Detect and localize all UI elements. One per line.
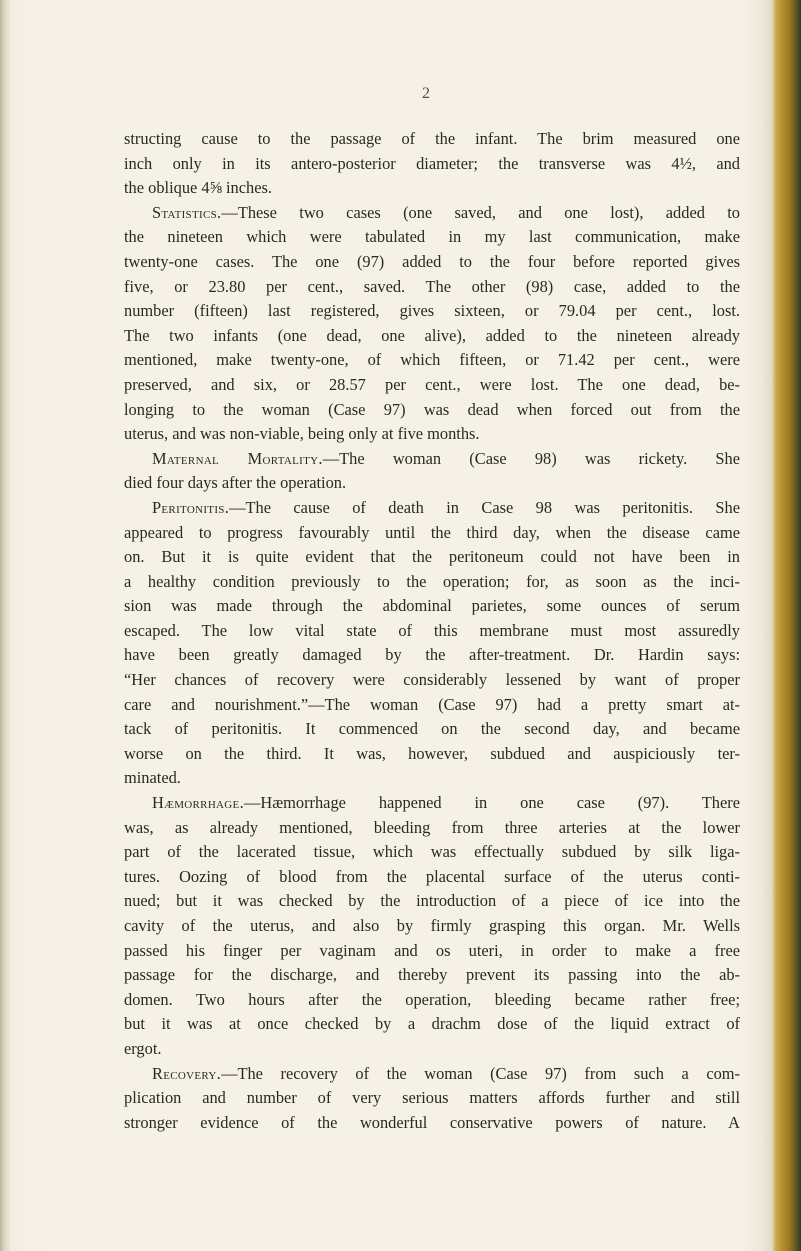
section-heading-line bbox=[124, 201, 740, 226]
line-text: twenty-one cases. The one (97) added to the four before reported gives bbox=[124, 251, 740, 271]
section-heading-line bbox=[124, 1062, 740, 1087]
book-binding-edge bbox=[771, 0, 801, 1251]
line-text: worse on the third. It was, however, subdued and auspiciously ter- bbox=[124, 743, 740, 763]
line-text: tures. Oozing of blood from the placental surface of the uterus conti- bbox=[124, 866, 740, 886]
text-line bbox=[124, 127, 740, 152]
text-line bbox=[124, 299, 740, 324]
line-text: appeared to progress favourably until the third day, when the disease came bbox=[124, 522, 740, 542]
line-text: sion was made through the abdominal parietes, some ounces of serum bbox=[124, 596, 740, 616]
line-text: five, or 23.80 per cent., saved. The other (98) case, added to the bbox=[124, 276, 740, 296]
line-text: minated. bbox=[124, 768, 181, 788]
text-line bbox=[124, 643, 740, 668]
text-line bbox=[124, 963, 740, 988]
text-line bbox=[124, 1012, 740, 1037]
text-line bbox=[124, 152, 740, 177]
section-heading: Recovery. bbox=[152, 1063, 222, 1083]
line-text: care and nourishment.”—The woman (Case 97) had a pretty smart at- bbox=[124, 694, 740, 714]
line-text: structing cause to the passage of the infant. The brim measured one bbox=[124, 129, 740, 148]
section-heading-line bbox=[124, 791, 740, 816]
line-text: mentioned, make twenty-one, of which fifteen, or 71.42 per cent., were bbox=[124, 350, 740, 370]
text-line bbox=[124, 594, 740, 619]
text-line bbox=[124, 939, 740, 964]
line-text: the oblique 4⅝ inches. bbox=[124, 178, 272, 198]
text-line bbox=[124, 570, 740, 595]
line-text: stronger evidence of the wonderful conservative powers of nature. A bbox=[124, 1112, 740, 1132]
line-text: part of the lacerated tissue, which was effectually subdued by silk liga- bbox=[124, 842, 740, 862]
text-line bbox=[124, 422, 740, 447]
text-line bbox=[124, 521, 740, 546]
text-line bbox=[124, 889, 740, 914]
section-heading: Maternal Mortality. bbox=[152, 448, 323, 468]
section-heading: Peritonitis. bbox=[152, 497, 230, 517]
text-line bbox=[124, 1037, 740, 1062]
text-line bbox=[124, 1111, 740, 1136]
text-line bbox=[124, 471, 740, 496]
text-line bbox=[124, 742, 740, 767]
text-line bbox=[124, 865, 740, 890]
line-text: The two infants (one dead, one alive), added to the nineteen already bbox=[124, 325, 740, 345]
line-text: was, as already mentioned, bleeding from three arteries at the lower bbox=[124, 817, 740, 837]
text-line bbox=[124, 619, 740, 644]
line-text: —The cause of death in Case 98 was peritonitis. She bbox=[229, 497, 740, 517]
line-text: uterus, and was non-viable, being only at five months. bbox=[124, 424, 480, 444]
line-text: inch only in its antero-posterior diameter; the transverse was 4½, and bbox=[124, 153, 740, 173]
line-text: —Hæmorrhage happened in one case (97). There bbox=[243, 793, 740, 813]
line-text: escaped. The low vital state of this membrane must most assuredly bbox=[124, 620, 740, 640]
section-heading: Statistics. bbox=[152, 202, 222, 222]
line-text: the nineteen which were tabulated in my last communication, make bbox=[124, 227, 740, 247]
line-text: longing to the woman (Case 97) was dead when forced out from the bbox=[124, 399, 740, 419]
line-text: —The recovery of the woman (Case 97) from such a com- bbox=[221, 1063, 740, 1083]
text-line bbox=[124, 275, 740, 300]
line-text: domen. Two hours after the operation, bleeding became rather free; bbox=[124, 989, 740, 1009]
line-text: passage for the discharge, and thereby prevent its passing into the ab- bbox=[124, 965, 740, 985]
text-line bbox=[124, 545, 740, 570]
line-text: but it was at once checked by a drachm dose of the liquid extract of bbox=[124, 1014, 740, 1034]
line-text: cavity of the uterus, and also by firmly grasping this organ. Mr. Wells bbox=[124, 916, 740, 935]
line-text: passed his finger per vaginam and os uteri, in order to make a free bbox=[124, 940, 740, 960]
section-heading: Hæmorrhage. bbox=[152, 793, 244, 813]
line-text: preserved, and six, or 28.57 per cent., were lost. The one dead, be- bbox=[124, 374, 740, 394]
line-text: ergot. bbox=[124, 1038, 162, 1058]
text-line bbox=[124, 840, 740, 865]
line-text: —These two cases (one saved, and one lost), added to bbox=[221, 202, 740, 222]
text-line bbox=[124, 324, 740, 349]
line-text: nued; but it was checked by the introduction of a piece of ice into the bbox=[124, 891, 740, 911]
section-heading-line bbox=[124, 447, 740, 472]
text-line bbox=[124, 693, 740, 718]
text-line bbox=[124, 225, 740, 250]
text-line bbox=[124, 250, 740, 275]
text-line bbox=[124, 717, 740, 742]
page-left-edge bbox=[0, 0, 10, 1251]
text-line bbox=[124, 373, 740, 398]
section-heading-line bbox=[124, 496, 740, 521]
text-line bbox=[124, 988, 740, 1013]
line-text: tack of peritonitis. It commenced on the second day, and became bbox=[124, 719, 740, 739]
page-number: 2 bbox=[422, 85, 430, 102]
text-line bbox=[124, 816, 740, 841]
line-text: —The woman (Case 98) was rickety. She bbox=[322, 448, 740, 468]
text-line bbox=[124, 176, 740, 201]
line-text: plication and number of very serious matters affords further and still bbox=[124, 1088, 740, 1108]
text-line bbox=[124, 766, 740, 791]
text-line bbox=[124, 348, 740, 373]
line-text: on. But it is quite evident that the peritoneum could not have been in bbox=[124, 547, 740, 567]
body-text bbox=[124, 127, 740, 1135]
line-text: number (fifteen) last registered, gives sixteen, or 79.04 per cent., lost. bbox=[124, 301, 740, 321]
text-line bbox=[124, 1086, 740, 1111]
line-text: “Her chances of recovery were considerably lessened by want of proper bbox=[124, 670, 740, 690]
text-line bbox=[124, 668, 740, 693]
line-text: have been greatly damaged by the after-treatment. Dr. Hardin says: bbox=[124, 645, 740, 665]
text-line bbox=[124, 914, 740, 939]
line-text: died four days after the operation. bbox=[124, 473, 347, 493]
line-text: a healthy condition previously to the operation; for, as soon as the inci- bbox=[124, 571, 740, 591]
text-line bbox=[124, 398, 740, 423]
